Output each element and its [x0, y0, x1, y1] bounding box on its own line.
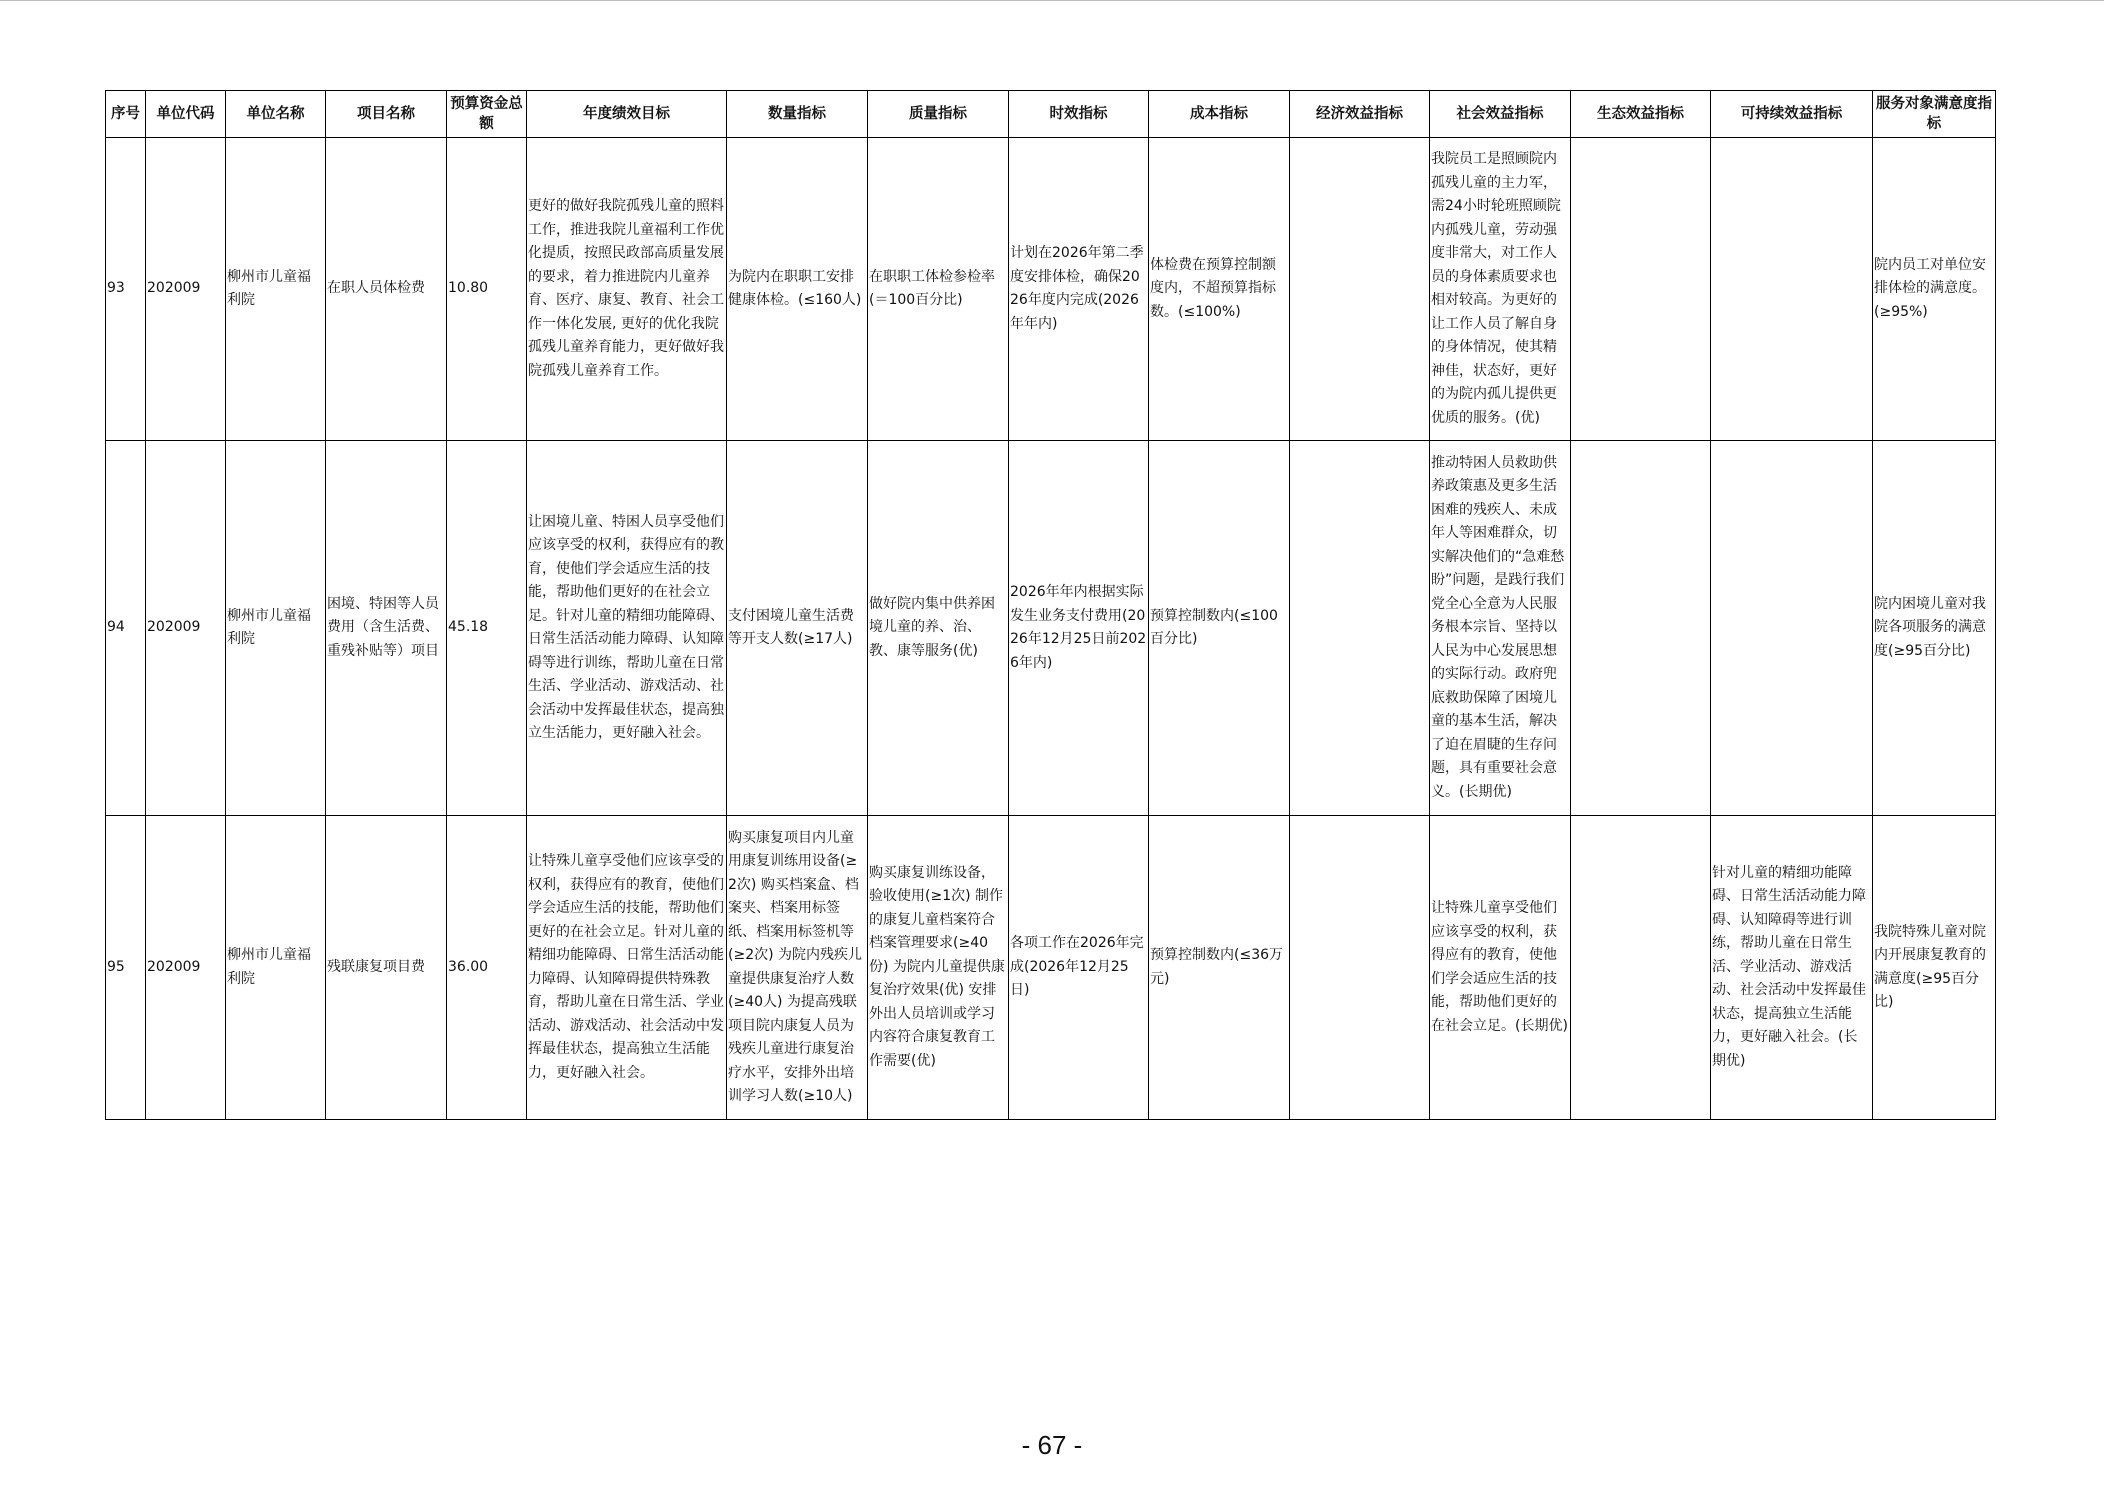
- cell-cost: 预算控制数内(≤36万元): [1149, 816, 1290, 1120]
- cell-sustainable: [1711, 138, 1873, 441]
- cell-project-name: 在职人员体检费: [326, 138, 447, 441]
- cell-quality: 购买康复训练设备，验收使用(≥1次) 制作的康复儿童档案符合档案管理要求(≥40份) 为院内儿童提供康复治疗效果(优) 安排外出人员培训或学习内容符合康复教育工作需要(优): [868, 816, 1009, 1120]
- header-annual-goal: 年度绩效目标: [527, 91, 727, 138]
- cell-sustainable: 针对儿童的精细功能障碍、日常生活活动能力障碍、认知障碍等进行训练，帮助儿童在日常生活、学业活动、游戏活动、社会活动中发挥最佳状态，提高独立生活能力，更好融入社会。(长期优): [1711, 816, 1873, 1120]
- cell-project-name: 残联康复项目费: [326, 816, 447, 1120]
- header-quality-indicator: 质量指标: [868, 91, 1009, 138]
- cell-annual-goal: 更好的做好我院孤残儿童的照料工作，推进我院儿童福利工作优化提质，按照民政部高质量发展的要求，着力推进院内儿童养育、医疗、康复、教育、社会工作一体化发展, 更好的优化我院孤残儿童养育能力，更好做好我院孤残儿童养育工作。: [527, 138, 727, 441]
- cell-satisfaction: 院内员工对单位安排体检的满意度。(≥95%): [1873, 138, 1996, 441]
- cell-seq: 94: [106, 441, 146, 816]
- cell-project-name: 困境、特困等人员费用（含生活费、重残补贴等）项目: [326, 441, 447, 816]
- header-quantity-indicator: 数量指标: [727, 91, 868, 138]
- cell-economic: [1290, 138, 1430, 441]
- cell-ecological: [1571, 138, 1711, 441]
- header-economic-indicator: 经济效益指标: [1290, 91, 1430, 138]
- page-number: - 67 -: [1021, 1430, 1083, 1460]
- cell-cost: 体检费在预算控制额度内，不超预算指标数。(≤100%): [1149, 138, 1290, 441]
- header-unit-code: 单位代码: [146, 91, 226, 138]
- cell-seq: 95: [106, 816, 146, 1120]
- top-border-line: [0, 0, 2104, 1]
- cell-unit-name: 柳州市儿童福利院: [226, 441, 326, 816]
- header-cost-indicator: 成本指标: [1149, 91, 1290, 138]
- cell-timeliness: 2026年年内根据实际发生业务支付费用(2026年12月25日前2026年内): [1009, 441, 1149, 816]
- cell-ecological: [1571, 441, 1711, 816]
- cell-annual-goal: 让困境儿童、特困人员享受他们应该享受的权利，获得应有的教育，使他们学会适应生活的技能，帮助他们更好的在社会立足。针对儿童的精细功能障碍、日常生活活动能力障碍、认知障碍等进行训练，帮助儿童在日常生活、学业活动、游戏活动、社会活动中发挥最佳状态，提高独立生活能力，更好融入社会。: [527, 441, 727, 816]
- cell-quality: 做好院内集中供养困境儿童的养、治、教、康等服务(优): [868, 441, 1009, 816]
- table-header-row: [106, 91, 1996, 138]
- header-satisfaction-indicator: 服务对象满意度指标: [1873, 91, 1996, 138]
- table-row: [106, 441, 1996, 816]
- cell-satisfaction: 院内困境儿童对我院各项服务的满意度(≥95百分比): [1873, 441, 1996, 816]
- cell-timeliness: 计划在2026年第二季度安排体检，确保2026年度内完成(2026年年内): [1009, 138, 1149, 441]
- cell-quantity: 为院内在职职工安排健康体检。(≤160人): [727, 138, 868, 441]
- header-social-indicator: 社会效益指标: [1430, 91, 1571, 138]
- cell-seq: 93: [106, 138, 146, 441]
- table-row: [106, 816, 1996, 1120]
- cell-satisfaction: 我院特殊儿童对院内开展康复教育的满意度(≥95百分比): [1873, 816, 1996, 1120]
- cell-social: 推动特困人员救助供养政策惠及更多生活困难的残疾人、未成年人等困难群众，切实解决他们的“急难愁盼”问题，是践行我们党全心全意为人民服务根本宗旨、坚持以人民为中心发展思想的实际行动。政府兜底救助保障了困境儿童的基本生活，解决了迫在眉睫的生存问题，具有重要社会意义。(长期优): [1430, 441, 1571, 816]
- cell-timeliness: 各项工作在2026年完成(2026年12月25日): [1009, 816, 1149, 1120]
- performance-targets-table: [105, 90, 1996, 1120]
- header-ecological-indicator: 生态效益指标: [1571, 91, 1711, 138]
- cell-annual-goal: 让特殊儿童享受他们应该享受的权利，获得应有的教育，使他们学会适应生活的技能，帮助他们更好的在社会立足。针对儿童的精细功能障碍、日常生活活动能力障碍、认知障碍提供特殊教育，帮助儿童在日常生活、学业活动、游戏活动、社会活动中发挥最佳状态，提高独立生活能力，更好融入社会。: [527, 816, 727, 1120]
- cell-unit-code: 202009: [146, 138, 226, 441]
- cell-unit-code: 202009: [146, 441, 226, 816]
- header-unit-name: 单位名称: [226, 91, 326, 138]
- header-timeliness-indicator: 时效指标: [1009, 91, 1149, 138]
- cell-unit-name: 柳州市儿童福利院: [226, 816, 326, 1120]
- cell-unit-name: 柳州市儿童福利院: [226, 138, 326, 441]
- cell-budget: 45.18: [447, 441, 527, 816]
- table-row: [106, 138, 1996, 441]
- cell-budget: 10.80: [447, 138, 527, 441]
- cell-ecological: [1571, 816, 1711, 1120]
- cell-social: 我院员工是照顾院内孤残儿童的主力军，需24小时轮班照顾院内孤残儿童，劳动强度非常大，对工作人员的身体素质要求也相对较高。为更好的让工作人员了解自身的身体情况，使其精神佳，状态好，更好的为院内孤儿提供更优质的服务。(优): [1430, 138, 1571, 441]
- header-budget-total: 预算资金总额: [447, 91, 527, 138]
- cell-social: 让特殊儿童享受他们应该享受的权利，获得应有的教育，使他们学会适应生活的技能，帮助他们更好的在社会立足。(长期优): [1430, 816, 1571, 1120]
- cell-quantity: 购买康复项目内儿童用康复训练用设备(≥2次) 购买档案盒、档案夹、档案用标签纸、档案用标签机等(≥2次) 为院内残疾儿童提供康复治疗人数(≥40人) 为提高残联项目院内康复人员为残疾儿童进行康复治疗水平，安排外出培训学习人数(≥10人): [727, 816, 868, 1120]
- header-seq: 序号: [106, 91, 146, 138]
- cell-unit-code: 202009: [146, 816, 226, 1120]
- cell-quantity: 支付困境儿童生活费等开支人数(≥17人): [727, 441, 868, 816]
- cell-sustainable: [1711, 441, 1873, 816]
- header-project-name: 项目名称: [326, 91, 447, 138]
- cell-economic: [1290, 816, 1430, 1120]
- cell-quality: 在职职工体检参检率(＝100百分比): [868, 138, 1009, 441]
- cell-economic: [1290, 441, 1430, 816]
- cell-cost: 预算控制数内(≤100百分比): [1149, 441, 1290, 816]
- cell-budget: 36.00: [447, 816, 527, 1120]
- header-sustainable-indicator: 可持续效益指标: [1711, 91, 1873, 138]
